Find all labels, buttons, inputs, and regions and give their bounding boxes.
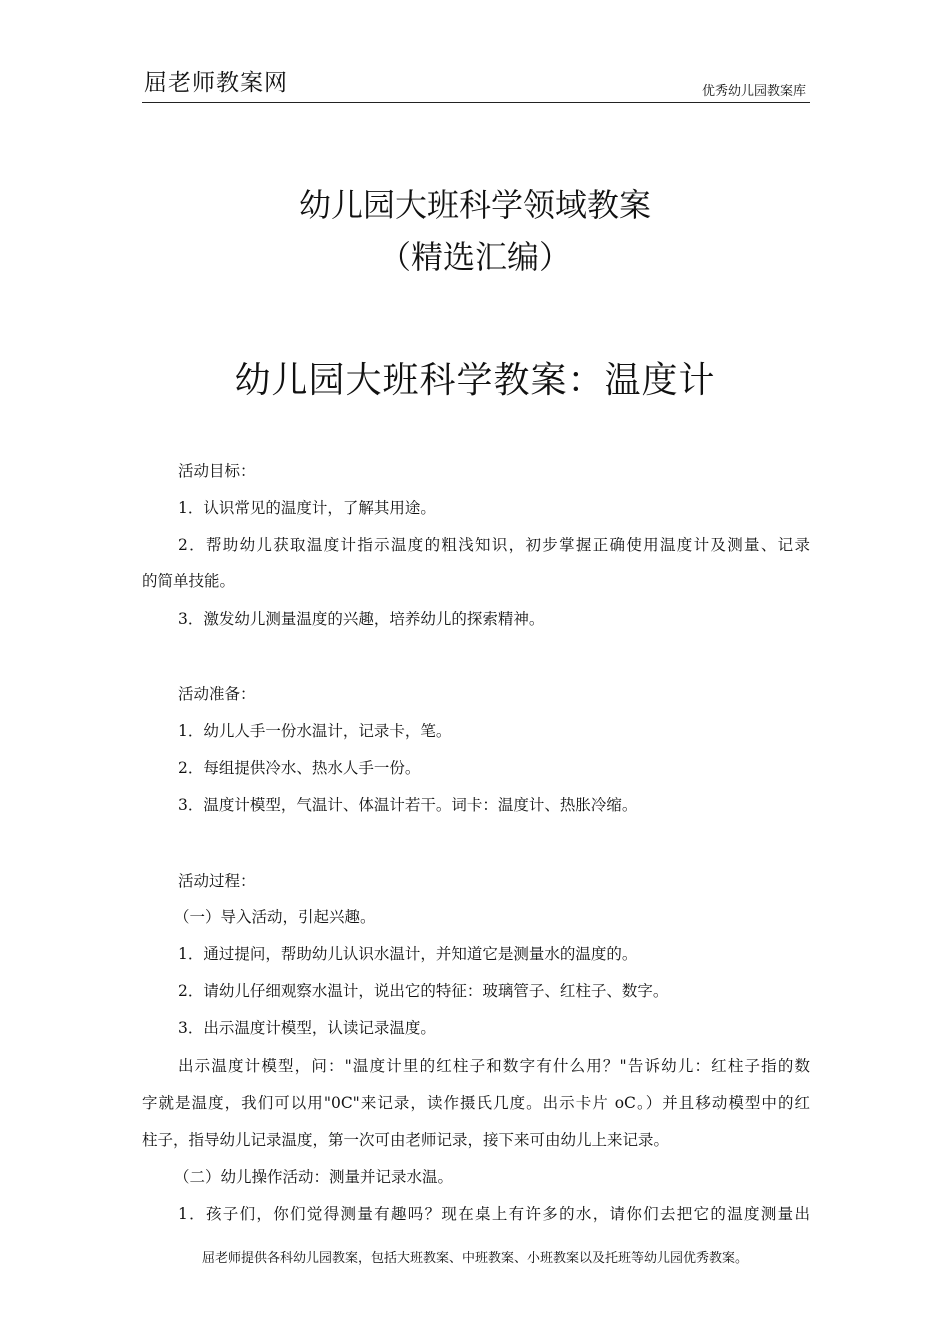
goal-item-2: 2．帮助幼儿获取温度计指示温度的粗浅知识，初步掌握正确使用温度计及测量、记录: [178, 536, 810, 554]
site-subtitle: 优秀幼儿园教案库: [701, 84, 806, 99]
goals-heading: 活动目标：: [178, 462, 256, 480]
page-header: [142, 58, 810, 103]
goal-item-1: 1．认识常见的温度计，了解其用途。: [178, 499, 436, 517]
process-step-3: 3．出示温度计模型，认读记录温度。: [178, 1019, 436, 1037]
process-paragraph-line-3: 柱子，指导幼儿记录温度，第一次可由老师记录，接下来可由幼儿上来记录。: [142, 1131, 670, 1149]
process-step-4: 1．孩子们，你们觉得测量有趣吗？现在桌上有许多的水，请你们去把它的温度测量出: [178, 1205, 810, 1223]
document-subtitle: （精选汇编）: [378, 238, 571, 276]
page-footer: 屈老师提供各科幼儿园教案，包括大班教案、中班教案、小班教案以及托班等幼儿园优秀教案。: [201, 1251, 748, 1266]
preparation-item-2: 2．每组提供冷水、热水人手一份。: [178, 759, 421, 777]
process-part-2-title: （二）幼儿操作活动：测量并记录水温。: [174, 1168, 454, 1186]
document-title: 幼儿园大班科学领域教案: [298, 186, 651, 224]
process-step-1: 1．通过提问，帮助幼儿认识水温计，并知道它是测量水的温度的。: [178, 945, 638, 963]
preparation-item-3: 3．温度计模型，气温计、体温计若干。词卡：温度计、热胀冷缩。: [178, 796, 638, 814]
goal-item-3: 3．激发幼儿测量温度的兴趣，培养幼儿的探索精神。: [178, 610, 545, 628]
goal-item-2-continued: 的简单技能。: [142, 572, 236, 590]
site-name: 屈老师教案网: [144, 70, 288, 96]
lesson-title: 幼儿园大班科学教案：温度计: [234, 360, 716, 401]
process-paragraph-line-2: 字就是温度，我们可以用"0C"来记录，读作摄氏几度。出示卡片 oC。）并且移动模型中的红: [142, 1094, 810, 1112]
process-step-2: 2．请幼儿仔细观察水温计，说出它的特征：玻璃管子、红柱子、数字。: [178, 982, 669, 1000]
process-heading: 活动过程：: [178, 872, 256, 890]
process-paragraph-line-1: 出示温度计模型，问："温度计里的红柱子和数字有什么用？"告诉幼儿：红柱子指的数: [178, 1057, 810, 1075]
preparation-item-1: 1．幼儿人手一份水温计，记录卡，笔。: [178, 722, 452, 740]
preparation-heading: 活动准备：: [178, 685, 256, 703]
process-part-1-title: （一）导入活动，引起兴趣。: [174, 908, 376, 926]
